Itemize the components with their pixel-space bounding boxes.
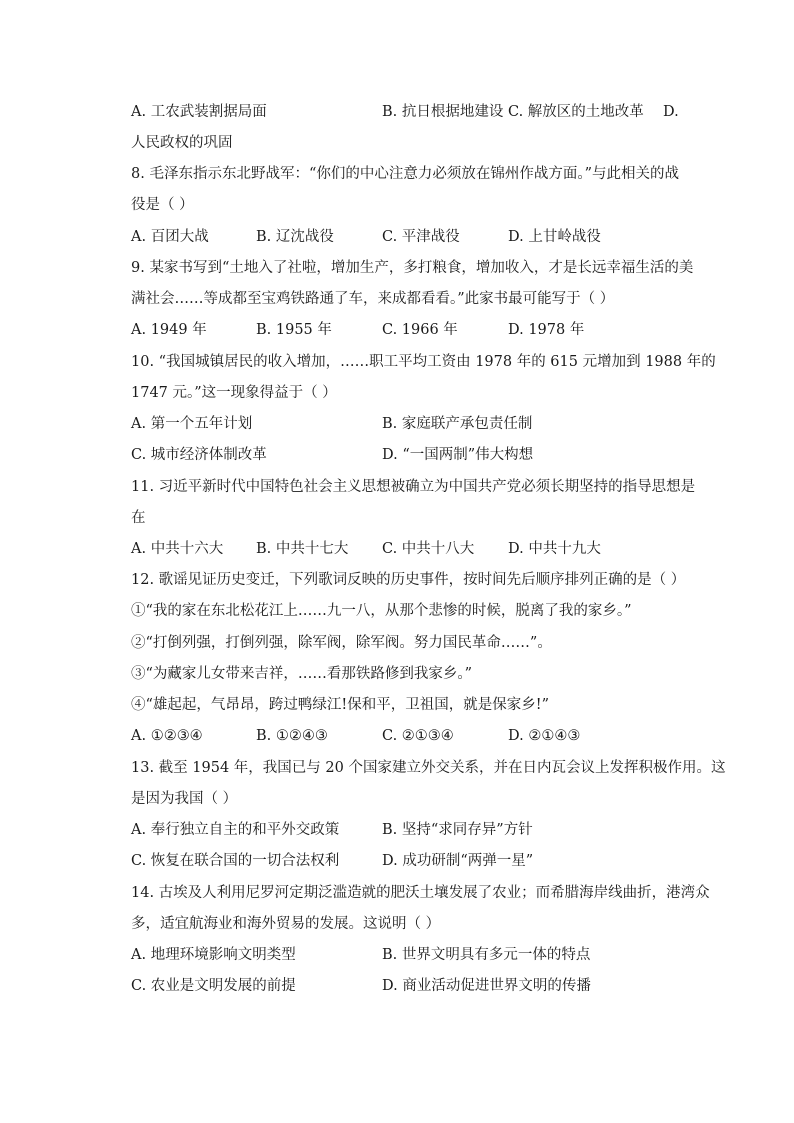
q13-option-d: D. 成功研制“两弹一星” xyxy=(382,853,534,869)
q8-stem-line1: 8. 毛泽东指示东北野战军：“你们的中心注意力必须放在锦州作战方面。”与此相关的战 xyxy=(131,166,680,182)
q10-stem-line1: 10. “我国城镇居民的收入增加，……职工平均工资由 1978 年的 615 元增加到 1988 年的 xyxy=(131,354,716,370)
q7-option-a: A. 工农武装割据局面 xyxy=(131,104,267,120)
q9-stem-line2: 满社会……等成都至宝鸡铁路通了车，来成都看看。”此家书最可能写于（ ） xyxy=(131,291,615,307)
q12-stem: 12. 歌谣见证历史变迁，下列歌词反映的历史事件，按时间先后顺序排列正确的是（ ） xyxy=(131,572,686,588)
q12-item-1: ①“我的家在东北松花江上……九一八，从那个悲惨的时候，脱离了我的家乡。” xyxy=(131,603,632,619)
q11-stem-line1: 11. 习近平新时代中国特色社会主义思想被确立为中国共产党必须长期坚持的指导思想是 xyxy=(131,479,696,495)
q11-option-d: D. 中共十九大 xyxy=(508,541,601,557)
q11-stem-line2: 在 xyxy=(131,510,146,526)
q12-option-a: A. ①②③④ xyxy=(131,728,203,744)
q7-option-c: C. 解放区的土地改革 xyxy=(508,104,644,120)
q10-option-d: D. “一国两制”伟大构想 xyxy=(382,447,534,463)
q13-option-c: C. 恢复在联合国的一切合法权利 xyxy=(131,853,340,869)
q11-option-c: C. 中共十八大 xyxy=(382,541,475,557)
q10-option-a: A. 第一个五年计划 xyxy=(131,416,253,432)
q7-option-b: B. 抗日根据地建设 xyxy=(382,104,504,120)
q13-stem-line1: 13. 截至 1954 年，我国已与 20 个国家建立外交关系，并在日内瓦会议上发挥积极作用。这 xyxy=(131,760,726,776)
q13-option-a: A. 奉行独立自主的和平外交政策 xyxy=(131,822,340,838)
q12-item-4: ④“雄起起，气昂昂，跨过鸭绿江!保和平，卫祖国，就是保家乡!” xyxy=(131,697,549,713)
q8-option-a: A. 百团大战 xyxy=(131,229,209,245)
q7-option-d: D. xyxy=(663,104,679,120)
q13-option-b: B. 坚持“求同存异”方针 xyxy=(382,822,533,838)
q12-option-c: C. ②①③④ xyxy=(382,728,454,744)
q8-stem-line2: 役是（ ） xyxy=(131,197,194,213)
q14-option-d: D. 商业活动促进世界文明的传播 xyxy=(382,978,591,994)
q13-stem-line2: 是因为我国（ ） xyxy=(131,791,238,807)
q11-option-a: A. 中共十六大 xyxy=(131,541,224,557)
q8-option-c: C. 平津战役 xyxy=(382,229,460,245)
q10-stem-line2: 1747 元。”这一现象得益于（ ） xyxy=(131,385,337,401)
q12-item-3: ③“为藏家儿女带来吉祥，……看那铁路修到我家乡。” xyxy=(131,666,473,682)
q7-option-d-text: 人民政权的巩固 xyxy=(131,135,233,151)
q14-stem-line2: 多，适宜航海业和海外贸易的发展。这说明（ ） xyxy=(131,916,441,932)
q14-stem-line1: 14. 古埃及人利用尼罗河定期泛滥造就的肥沃土壤发展了农业；而希腊海岸线曲折，港湾众 xyxy=(131,885,710,901)
q14-option-b: B. 世界文明具有多元一体的特点 xyxy=(382,947,591,963)
q8-option-d: D. 上甘岭战役 xyxy=(508,229,601,245)
q12-item-2: ②“打倒列强，打倒列强，除军阀，除军阀。努力国民革命……”。 xyxy=(131,635,552,651)
q14-option-c: C. 农业是文明发展的前提 xyxy=(131,978,296,994)
q8-option-b: B. 辽沈战役 xyxy=(256,229,334,245)
q9-option-d: D. 1978 年 xyxy=(508,322,585,338)
q9-option-a: A. 1949 年 xyxy=(131,322,207,338)
q10-option-c: C. 城市经济体制改革 xyxy=(131,447,267,463)
q12-option-d: D. ②①④③ xyxy=(508,728,581,744)
q11-option-b: B. 中共十七大 xyxy=(256,541,349,557)
q9-stem-line1: 9. 某家书写到“土地入了社啦，增加生产，多打粮食，增加收入，才是长远幸福生活的美 xyxy=(131,260,694,276)
q10-option-b: B. 家庭联产承包责任制 xyxy=(382,416,533,432)
q9-option-c: C. 1966 年 xyxy=(382,322,458,338)
q14-option-a: A. 地理环境影响文明类型 xyxy=(131,947,296,963)
q9-option-b: B. 1955 年 xyxy=(256,322,332,338)
q12-option-b: B. ①②④③ xyxy=(256,728,328,744)
